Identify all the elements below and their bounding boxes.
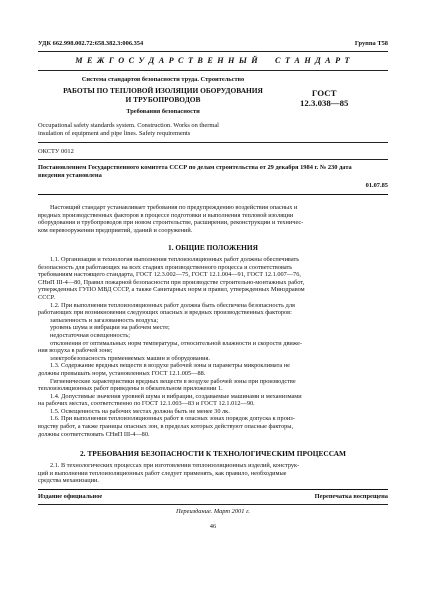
decree-text [38, 164, 388, 180]
text-line: 1.5. Освещенность на рабочих местах должна быть не менее 30 лк. [50, 407, 230, 415]
text-line: отклонения от оптимальных норм температуры, относительной влажности и скорости движе- [50, 339, 302, 347]
english-title-line-2: insulation of equipment and pipe lines. Safety requirements [38, 129, 191, 137]
text-line: должны соответствовать СНиП III-4—80. [38, 430, 150, 438]
text-line: запыленность и загазованность воздуха; [50, 316, 159, 324]
text-line: на рабочих местах, соответственно по ГОСТ 12.1.003—83 и ГОСТ 12.1.012—90. [38, 400, 255, 408]
okstu-code: ОКСТУ 0012 [38, 148, 74, 155]
document-subtitle: Требования безопасности [126, 108, 200, 115]
decree-line-1: Постановлением Государственного комитета СССР по делам строительства от 29 декабря 1984 г. № 230 дата [38, 164, 352, 171]
text-line: 1.1. Организация и технология выполнения теплоизоляционных работ должны обеспечивать [50, 256, 300, 263]
text-line: водству работ, а также границы опасных зон, в пределах которых действуют опасные факторы, [38, 423, 294, 431]
group-code: Группа Т58 [354, 40, 388, 47]
title-rule [38, 142, 388, 143]
text-line: недостаточная освещенность; [50, 331, 130, 339]
text-line: 1.6. При выполнении теплоизоляционных работ в опасных зонах порядок допуска к произ- [50, 415, 295, 423]
decree-rule [38, 194, 388, 195]
text-line: должны превышать норм, установленных ГОСТ 12.1.005—88. [38, 369, 206, 377]
effective-date: 01.07.85 [365, 182, 388, 189]
gost-label: ГОСТ [311, 88, 337, 98]
section-1-body [38, 256, 388, 438]
text-line: теплоизоляционных работ приведены в обязательном приложении 1. [38, 385, 223, 393]
text-line: утвержденных ГУПО МВД СССР, а также Санитарных норм и правил, утвержденных Минздравом [38, 286, 305, 294]
section-1-heading: 1. ОБЩИЕ ПОЛОЖЕНИЯ [168, 243, 258, 252]
udk-code: УДК 662.998.002.72:658.382.3:006.354 [38, 40, 144, 47]
text-line: ций и выполнении теплоизоляционных работ следует применять, как правило, необходимые [38, 469, 287, 477]
section-2-heading: 2. ТРЕБОВАНИЯ БЕЗОПАСНОСТИ К ТЕХНОЛОГИЧЕСКИМ ПРОЦЕССАМ [79, 449, 347, 458]
gost-designation [300, 88, 348, 108]
banner-rule [38, 70, 388, 71]
text-line: ния воздуха в рабочей зоне; [38, 347, 113, 355]
intro-line: ком перевооружении предприятий, зданий и сооружений. [38, 226, 193, 234]
intro-line: Настоящий стандарт устанавливает требования по предупреждению воздействия опасных и [50, 204, 298, 211]
text-line: средства механизации. [38, 477, 99, 485]
text-line: электробезопасность применяемых машин и оборудования. [50, 354, 210, 362]
gost-number: 12.3.038—85 [300, 98, 349, 108]
title-line-1: РАБОТЫ ПО ТЕПЛОВОЙ ИЗОЛЯЦИИ ОБОРУДОВАНИЯ [63, 86, 263, 95]
english-title [38, 122, 338, 138]
okstu-rule [38, 159, 388, 160]
text-line: работающих при возникновении следующих опасных и вредных производственных факторов: [38, 309, 292, 317]
footer-rule-thin [38, 504, 388, 505]
standards-system: Система стандартов безопасности труда. Строительство [81, 76, 245, 83]
text-line: СССР. [38, 293, 55, 301]
standard-banner: М Е Ж Г О С У Д А Р С Т В Е Н Н Ы Й С Т А Н Д А Р Т [75, 56, 351, 65]
intro-line: оборудования и трубопроводов при новом строительстве, расширении, реконструкции и техничес- [38, 219, 304, 227]
english-title-line-1: Occupational safety standards system. Construction. Works on thermal [38, 122, 219, 129]
intro-paragraph [38, 204, 388, 234]
reprint-note: Переиздание. Март 2001 г. [175, 508, 251, 515]
footer-rule [38, 489, 388, 490]
text-line: 1.2. При выполнении теплоизоляционных работ должна быть обеспечена безопасность для [50, 301, 295, 309]
intro-line: вредных производственных факторов в процессе подготовки и выполнения тепловой изоляции [38, 211, 294, 219]
text-line: Гигиенические характеристики вредных веществ в воздухе рабочей зоны при производстве [50, 377, 296, 385]
text-line: СНиП III-4—80, Правил пожарной безопасности при производстве строительно-монтажных работ, [38, 278, 305, 286]
text-line: уровень шума и вибрации на рабочем месте; [50, 324, 170, 332]
section-2-body [38, 462, 388, 485]
page-number: 46 [209, 523, 217, 530]
text-line: 1.3. Содержание вредных веществ в воздухе рабочей зоны и параметры микроклимата не [50, 362, 290, 370]
official-edition: Издание официальное [38, 493, 103, 500]
text-line: безопасность для работающих на всех стадиях производственного процесса и соответствовать [38, 263, 293, 271]
text-line: 1.4. Допустимые значения уровней шума и вибрации, создаваемые машинами и механизмами [50, 392, 302, 400]
header-rule [38, 51, 388, 52]
decree-line-2: введения установлена [38, 171, 102, 179]
document-title [38, 87, 288, 104]
text-line: 2.1. В технологических процессах при изготовлении теплоизоляционных изделий, конструк- [50, 462, 300, 469]
title-line-2: И ТРУБОПРОВОДОВ [125, 94, 201, 104]
text-line: требованиям настоящего стандарта, ГОСТ 12.3.002—75, ГОСТ 12.1.004—91, ГОСТ 12.1.007—76, [38, 271, 301, 279]
reprint-prohibited: Перепечатка воспрещена [314, 493, 388, 500]
